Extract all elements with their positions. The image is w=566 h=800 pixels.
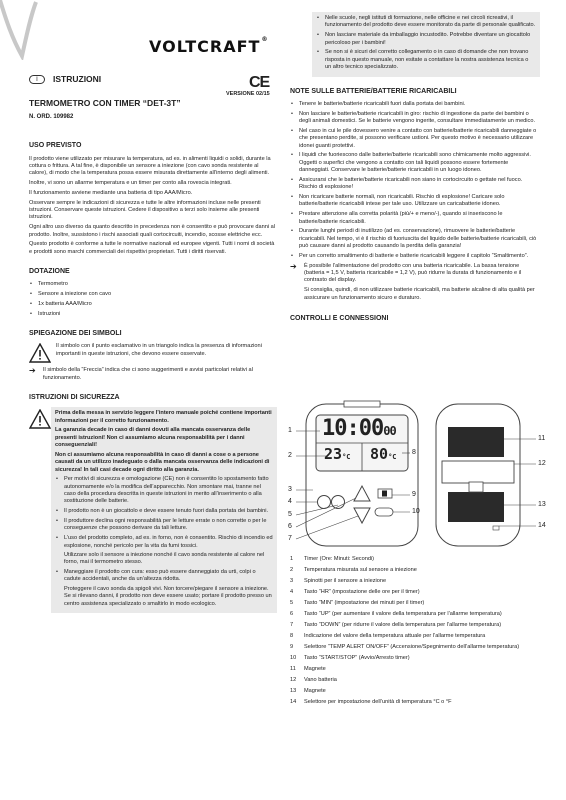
heading-row — [29, 74, 277, 85]
list-item: 6 Tasto “UP” (per aumentare il valore della temperatura per l’allarme temperatura) — [290, 610, 502, 617]
list-item: 11 Magnete — [290, 665, 326, 672]
callout-number: 8 — [412, 449, 416, 456]
callout-number: 12 — [538, 460, 546, 467]
warning-triangle-icon — [29, 409, 51, 429]
callout-number: 2 — [288, 452, 292, 459]
list-item: 4 Tasto “HR” (impostazione delle ore per il timer) — [290, 588, 420, 595]
batterie-arrow-text: È possibile l’alimentazione del prodotto con una batteria ricaricabile. La bassa tensione (batteria = 1,5 V, batteria ricaricabile = 1,2 V), può ridurre la durata di funzionamento e il contrasto del display. — [304, 262, 522, 284]
list-item: • Se non si è sicuri del corretto collegamento o in caso di domande che non trovano risposta in questo manuale, non esitate a contattare la nostra assistenza tecnica o un altro tecnico specializzato. — [316, 49, 536, 71]
display-time: 10:0000 — [322, 416, 396, 441]
controlli-title: CONTROLLI E CONNESSIONI — [290, 314, 389, 322]
device-illustration — [286, 398, 552, 548]
list-item: • Termometro — [29, 281, 277, 288]
uso-section — [29, 156, 277, 256]
sicurezza-box — [51, 407, 277, 613]
uso-paragraph: Inoltre, vi sono un allarme temperatura e un timer per conto alla rovescia integrati. — [29, 180, 232, 187]
list-item: 10 Tasto “START/STOP” (Avvio/Arresto timer) — [290, 654, 410, 661]
list-item: • Per motivi di sicurezza e omologazione (CE) non è consentito lo spostamento fatto autonomamente e/o la modifica dell’apparecchio. Non smontare mai, tranne nel caso della procedura descritta in queste istruzioni in merito all’inserimento o alla sostituzione delle batterie. — [55, 476, 273, 506]
order-number: N. ORD. 109982 — [29, 114, 74, 121]
list-item: 3 Spinotti per il sensore a iniezione — [290, 577, 387, 584]
sicurezza-list — [55, 476, 273, 608]
brand-logo: VOLTCRAFT® — [149, 36, 269, 56]
batterie-arrow-text: Si consiglia, quindi, di non utilizzare batterie ricaricabili, ma batterie alcaline di alta qualità per assicurare un funzionamento sicuro e duraturo. — [304, 287, 535, 301]
language-badge: I — [29, 75, 45, 84]
list-item: • Il prodotto non è un giocattolo e deve essere tenuto fuori dalla portata dei bambini. — [55, 508, 273, 515]
arrow-symbol-row — [29, 367, 277, 382]
version-label: VERSIONE 02/15 — [226, 91, 270, 97]
list-item: • Istruzioni — [29, 311, 277, 318]
list-item: • Nelle scuole, negli istituti di formazione, nelle officine e nei circoli ricreativi, il funzionamento del prodotto deve essere monitorato da parte di personale qualificato. — [316, 15, 536, 30]
callout-number: 9 — [412, 491, 416, 498]
warning-symbol-text: Il simbolo con il punto esclamativo in un triangolo indica la presenza di informazioni importanti in queste istruzioni, che devono essere osservate. — [56, 343, 262, 357]
corner-swoosh — [0, 0, 40, 60]
batterie-arrow-row — [290, 263, 540, 302]
right-column — [290, 12, 540, 328]
list-item: • Prestare attenzione alla corretta polarità (più/+ e meno/-), quando si inseriscono le batterie/batterie ricaricabili. — [290, 211, 540, 226]
components-list — [290, 556, 550, 710]
list-item: • Tenere le batterie/batterie ricaricabili fuori dalla portata dei bambini. — [290, 101, 540, 108]
list-item-text: Maneggiare il prodotto con cura: esso può essere danneggiato da urti, colpi o cadute accidentali, anche da un’altezza ridotta. — [64, 569, 256, 583]
uso-paragraph: Osservare sempre le indicazioni di sicurezza e tutte le altre informazioni incluse nelle presenti istruzioni. Conservare queste istruzioni. Cedere il dispositivo a terzi solo insieme alle presenti istruzioni. — [29, 199, 261, 221]
batterie-list — [290, 101, 540, 260]
ce-mark-icon: CE — [249, 74, 270, 91]
product-title: TERMOMETRO CON TIMER “DET-3T” — [29, 98, 181, 109]
warning-triangle-icon — [29, 343, 51, 363]
callout-number: 5 — [288, 511, 292, 518]
sicurezza-section — [29, 407, 277, 613]
uso-paragraph: Il funzionamento avviene mediante una batteria di tipo AAA/Micro. — [29, 189, 193, 196]
list-item: 5 Tasto “MIN” (impostazione dei minuti per il timer) — [290, 599, 425, 606]
arrow-symbol-text: Il simbolo della “Freccia” indica che ci sono suggerimenti e avvisi particolari relativi al funzionamento. — [43, 367, 253, 381]
dotazione-title: DOTAZIONE — [29, 268, 70, 276]
list-item: • 1x batteria AAA/Micro — [29, 301, 277, 308]
list-item-text: L’uso del prodotto completo, ad es. in forno, non è consentito. Rischio di incendio ed esplosione, nonché pericolo per la vita da fumi tossici. — [64, 535, 273, 549]
list-item: 13 Magnete — [290, 687, 326, 694]
uso-paragraph: Ogni altro uso diverso da quanto descritto in precedenza non è consentito e può provocare danni al prodotto. Inoltre, sussistono i rischi associati quali cortocircuiti, incendio, scosse elettriche ecc. — [29, 224, 275, 238]
warning-symbol-row — [29, 343, 277, 363]
list-item: 7 Tasto “DOWN” (per ridurre il valore della temperatura per l’allarme temperatura) — [290, 621, 502, 628]
simboli-title: SPIEGAZIONE DEI SIMBOLI — [29, 329, 122, 337]
list-item — [55, 569, 273, 608]
display-temperature-2: 80°C — [370, 445, 397, 463]
list-item: 9 Selettore “TEMP ALERT ON/OFF” (Accensione/Spegnimento dell’allarme temperatura) — [290, 643, 520, 650]
left-column — [29, 74, 277, 613]
arrow-icon: ➔ — [29, 366, 36, 376]
right-top-box — [312, 12, 540, 77]
display-temperature-1: 23°C — [324, 445, 351, 463]
list-item: 1 Timer (Ore: Minuti: Secondi) — [290, 556, 375, 562]
dotazione-list — [29, 281, 277, 318]
callout-number: 4 — [288, 498, 292, 505]
list-item: • Non ricaricare batterie normali, non ricaricabili. Rischio di esplosione! Caricare solo batterie/batterie ricaricabili intese per tale uso. Utilizzare un caricabatterie idoneo. — [290, 194, 540, 209]
list-item — [55, 535, 273, 567]
list-item: 8 Indicazione del valore della temperatura attuale per l’allarme temperatura — [290, 632, 486, 639]
list-item: • Assicurarsi che le batterie/batterie ricaricabili non siano in cortocircuito o gettate nel fuoco. Rischio di esplosione! — [290, 177, 540, 192]
arrow-icon: ➔ — [290, 261, 297, 271]
callout-number: 7 — [288, 535, 292, 542]
callout-number: 11 — [538, 435, 546, 442]
list-item: 2 Temperatura misurata sul sensore a iniezione — [290, 566, 417, 573]
callout-number: 1 — [288, 427, 292, 434]
callout-number: 10 — [412, 508, 420, 515]
uso-title: USO PREVISTO — [29, 142, 82, 150]
list-item-extra: Utilizzare solo il sensore a iniezione nonché il cavo sonda resistente al calore nel forno, mai il termometro stesso. — [64, 551, 265, 566]
list-item: • Non lasciare materiale da imballaggio incustodito. Potrebbe diventare un giocattolo pericoloso per i bambini! — [316, 32, 536, 47]
sicurezza-bold-paragraph: Non ci assumiamo alcuna responsabilità in caso di danni a cose o a persone causati da un utilizzo inadeguato o dalla mancata osservanza delle indicazioni di sicurezza! In tali casi decade ogni diritto alla garanzia. — [55, 451, 270, 473]
sicurezza-bold-paragraph: La garanzia decade in caso di danni dovuti alla mancata osservanza delle presenti istruzioni! Non ci assumiamo alcuna responsabilità per i danni conseguenziali! — [55, 427, 251, 449]
list-item-extra: Proteggere il cavo sonda da spigoli vivi. Non torcere/piegare il sensore a iniezione. Se si rilevano danni, il prodotto non deve essere usato; portare il prodotto presso un centro assistenza specializzato o smaltirlo in modo ecologico. — [64, 585, 272, 607]
list-item: 12 Vano batteria — [290, 676, 337, 683]
list-item: • Durante lunghi periodi di inutilizzo (ad es. conservazione), rimuovere le batterie/batterie ricaricabili. Nel tempo, vi è il rischio di fuoriuscita del liquido delle batterie/batterie ricaricabili, ciò può causare danni al prodotto causando la perdita della garanzia! — [290, 228, 540, 250]
sicurezza-title: ISTRUZIONI DI SICUREZZA — [29, 393, 120, 401]
callout-number: 13 — [538, 501, 546, 508]
sicurezza-bold-paragraph: Prima della messa in servizio leggere l’intero manuale poiché contiene importanti informazioni per il corretto funzionamento. — [55, 410, 272, 424]
callout-number: 14 — [538, 522, 546, 529]
list-item: • Sensore a iniezione con cavo — [29, 291, 277, 298]
list-item: • I liquidi che fuoriescono dalle batterie/batterie ricaricabili sono chimicamente molto aggressivi. Oggetti o superfici che vengono a contatto con tali liquidi possono essere fortemente danneggiati. Conservare le batterie/batterie ricaricabili in un luogo idoneo. — [290, 152, 540, 174]
istruzioni-heading: ISTRUZIONI — [53, 74, 102, 84]
uso-paragraph: Il prodotto viene utilizzato per misurare la temperatura, ad es. in alimenti liquidi o solidi, durante la cottura o frittura. A tal fine, è disponibile un sensore a iniezione (con cavo sonda resistente al calore), di modo che la temperatura possa essere misurata direttamente all’interno degli alimenti. — [29, 155, 271, 177]
list-item: 14 Selettore per impostazione dell’unità di temperatura °C o °F — [290, 698, 452, 705]
callout-number: 6 — [288, 523, 292, 530]
batterie-title: NOTE SULLE BATTERIE/BATTERIE RICARICABILI — [290, 87, 457, 95]
callout-number: 3 — [288, 486, 292, 493]
uso-paragraph: Questo prodotto è conforme a tutte le normative nazionali ed europee vigenti. Tutti i nomi di società e prodotti sono marchi commerciali dei rispettivi proprietari. Tutti i diritti riservati. — [29, 241, 275, 255]
list-item: • Non lasciare le batterie/batterie ricaricabili in giro: rischio di ingestione da parte dei bambini o degli animali domestici. Se le batterie vengono ingerite, consultare immediatamente un medico. — [290, 111, 540, 126]
list-item: • Il produttore declina ogni responsabilità per le letture errate o non corrette o per le conseguenze che possono derivare da tali letture. — [55, 518, 273, 533]
list-item: • Nel caso in cui le pile dovessero venire a contatto con batterie/batterie ricaricabili danneggiate o che presentano perdite, si possono verificare ustioni. Per questo motivo è necessario utilizzare idonei guanti protettivi. — [290, 128, 540, 150]
list-item: • Per un corretto smaltimento di batterie e batterie ricaricabili leggere il capitolo “Smaltimento”. — [290, 253, 540, 260]
